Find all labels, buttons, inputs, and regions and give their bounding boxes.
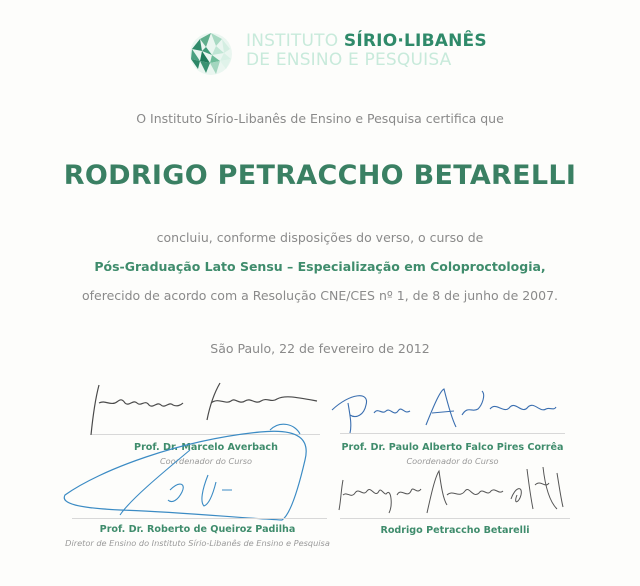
institution-wordmark [246,33,487,69]
signatory-name-4: Rodrigo Petraccho Betarelli [380,525,530,536]
wordmark-sirio-libanes: SÍRIO·LIBANÊS [343,31,487,51]
certificate-intro: O Instituto Sírio-Libanês de Ensino e Pesquisa certifica que [136,111,504,126]
signature-roberto-padilha-icon [60,420,330,530]
signatory-role-1: Coordenador do Curso [159,456,253,466]
signatory-role-3: Diretor de Ensino do Instituto Sírio-Libanês de Ensino e Pesquisa [65,538,330,548]
geodesic-sphere-icon [188,31,234,77]
signature-line-3 [72,518,327,519]
recipient-name: RODRIGO PETRACCHO BETARELLI [63,160,577,191]
signature-line-4 [340,518,570,519]
completion-statement: concluiu, conforme disposições do verso, o curso de [156,230,484,245]
signature-rodrigo-betarelli-icon [335,465,570,520]
signature-line-2 [340,433,565,434]
accreditation-statement: oferecido de acordo com a Resolução CNE/CES nº 1, de 8 de junho de 2007. [81,288,559,303]
wordmark-instituto: INSTITUTO [246,31,339,51]
signatory-name-3: Prof. Dr. Roberto de Queiroz Padilha [99,524,296,535]
signatory-name-2: Prof. Dr. Paulo Alberto Falco Pires Corrêa [341,442,564,453]
course-title: Pós-Graduação Lato Sensu – Especialização em Coloproctologia, [94,259,546,274]
institution-logo-icon [188,31,234,77]
place-and-date: São Paulo, 22 de fevereiro de 2012 [210,341,430,356]
signatory-name-1: Prof. Dr. Marcelo Averbach [134,442,278,453]
wordmark-ensino-pesquisa: DE ENSINO E PESQUISA [246,50,452,70]
signatory-role-2: Coordenador do Curso [406,456,499,466]
signature-paulo-correa-icon [330,385,570,435]
